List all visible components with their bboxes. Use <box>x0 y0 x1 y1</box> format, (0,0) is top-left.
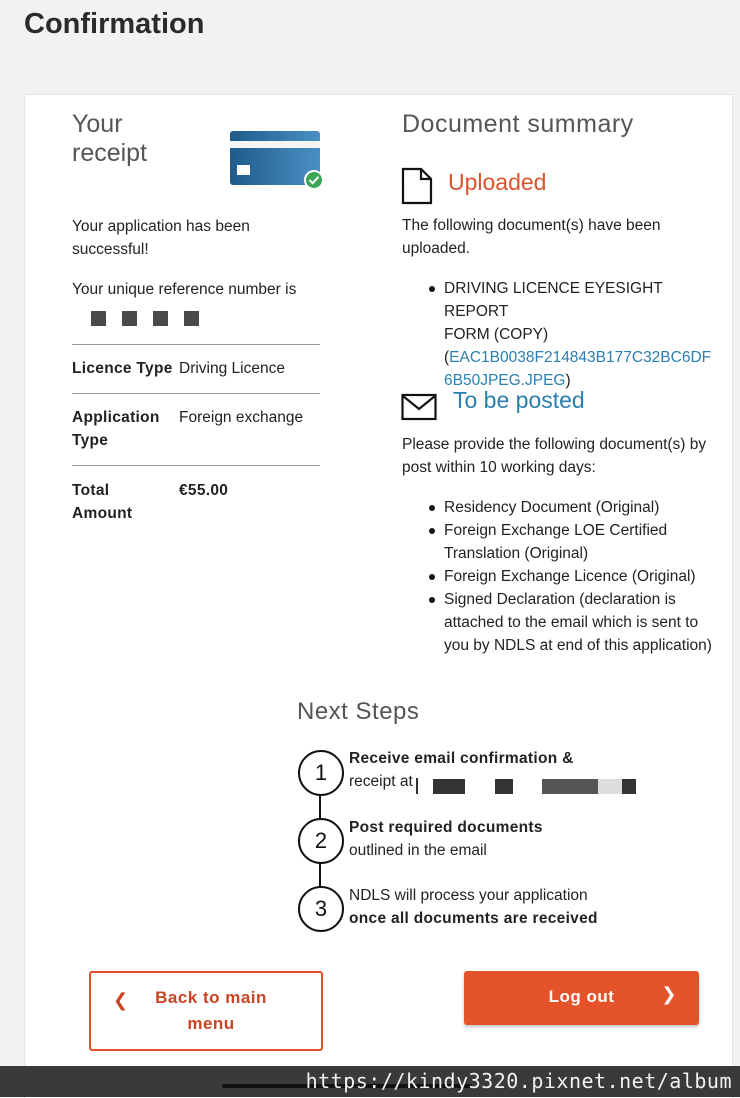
step-3-text: NDLS will process your application once all documents are received <box>349 887 598 927</box>
application-type-value: Foreign exchange <box>179 409 304 426</box>
divider <box>72 344 320 345</box>
redacted-email <box>622 779 636 794</box>
list-item: Foreign Exchange Licence (Original) <box>402 565 720 588</box>
envelope-icon <box>401 393 437 421</box>
reference-number-redacted <box>91 311 215 331</box>
watermark-bar <box>0 1066 740 1097</box>
chevron-right-icon: ❯ <box>661 984 677 1004</box>
total-amount-value: €55.00 <box>179 482 229 499</box>
watermark-text: https://kindy3320.pixnet.net/album <box>305 1069 732 1093</box>
redacted-email <box>598 779 622 794</box>
document-reference-link[interactable]: (EAC1B0038F214843B177C32BC6DF <box>444 349 712 366</box>
divider <box>72 465 320 466</box>
application-type-label: Application Type <box>72 409 160 449</box>
licence-type-value: Driving Licence <box>179 360 285 377</box>
step-1-text: Receive email confirmation & receipt at <box>349 750 574 790</box>
chevron-left-icon: ❮ <box>113 990 129 1010</box>
payment-card-icon <box>230 131 332 191</box>
receipt-title: Your receipt <box>72 110 148 167</box>
document-icon <box>401 167 433 205</box>
uploaded-heading: Uploaded <box>448 169 547 195</box>
list-item: Residency Document (Original) <box>402 496 720 519</box>
to-be-posted-heading: To be posted <box>453 387 585 413</box>
redacted-email <box>495 779 513 794</box>
step-3-circle: 3 <box>298 886 344 932</box>
uploaded-intro: The following document(s) have been uploaded. <box>402 217 661 257</box>
step-2-circle: 2 <box>298 818 344 864</box>
log-out-button[interactable]: Log out ❯ <box>464 971 699 1025</box>
uploaded-documents-list <box>402 277 722 392</box>
document-summary-title: Document summary <box>402 110 634 138</box>
next-steps-title: Next Steps <box>297 698 420 725</box>
list-item: Signed Declaration (declaration is attached to the email which is sent to you by NDLS at end of this application) <box>402 588 720 657</box>
licence-type-label: Licence Type <box>72 360 173 377</box>
list-item: DRIVING LICENCE EYESIGHT REPORT FORM (COPY) (EAC1B0038F214843B177C32BC6DF 6B50JPEG.JPEG) <box>402 277 722 392</box>
back-to-main-menu-button[interactable]: ❮ Back to main menu <box>89 971 323 1051</box>
list-item: Foreign Exchange LOE Certified Translation (Original) <box>402 519 720 565</box>
step-1-circle: 1 <box>298 750 344 796</box>
redacted-email <box>542 779 598 794</box>
step-2-text: Post required documents outlined in the email <box>349 819 543 859</box>
posted-documents-list <box>402 496 720 657</box>
redacted-email <box>433 779 465 794</box>
reference-label: Your unique reference number is <box>72 281 297 298</box>
posted-intro: Please provide the following document(s) by post within 10 working days: <box>402 436 707 476</box>
redacted-email <box>416 778 418 794</box>
divider <box>72 393 320 394</box>
success-message: Your application has been successful! <box>72 218 250 258</box>
page-title: Confirmation <box>24 8 205 40</box>
confirmation-card <box>24 94 733 1098</box>
total-amount-label: Total Amount <box>72 482 133 522</box>
